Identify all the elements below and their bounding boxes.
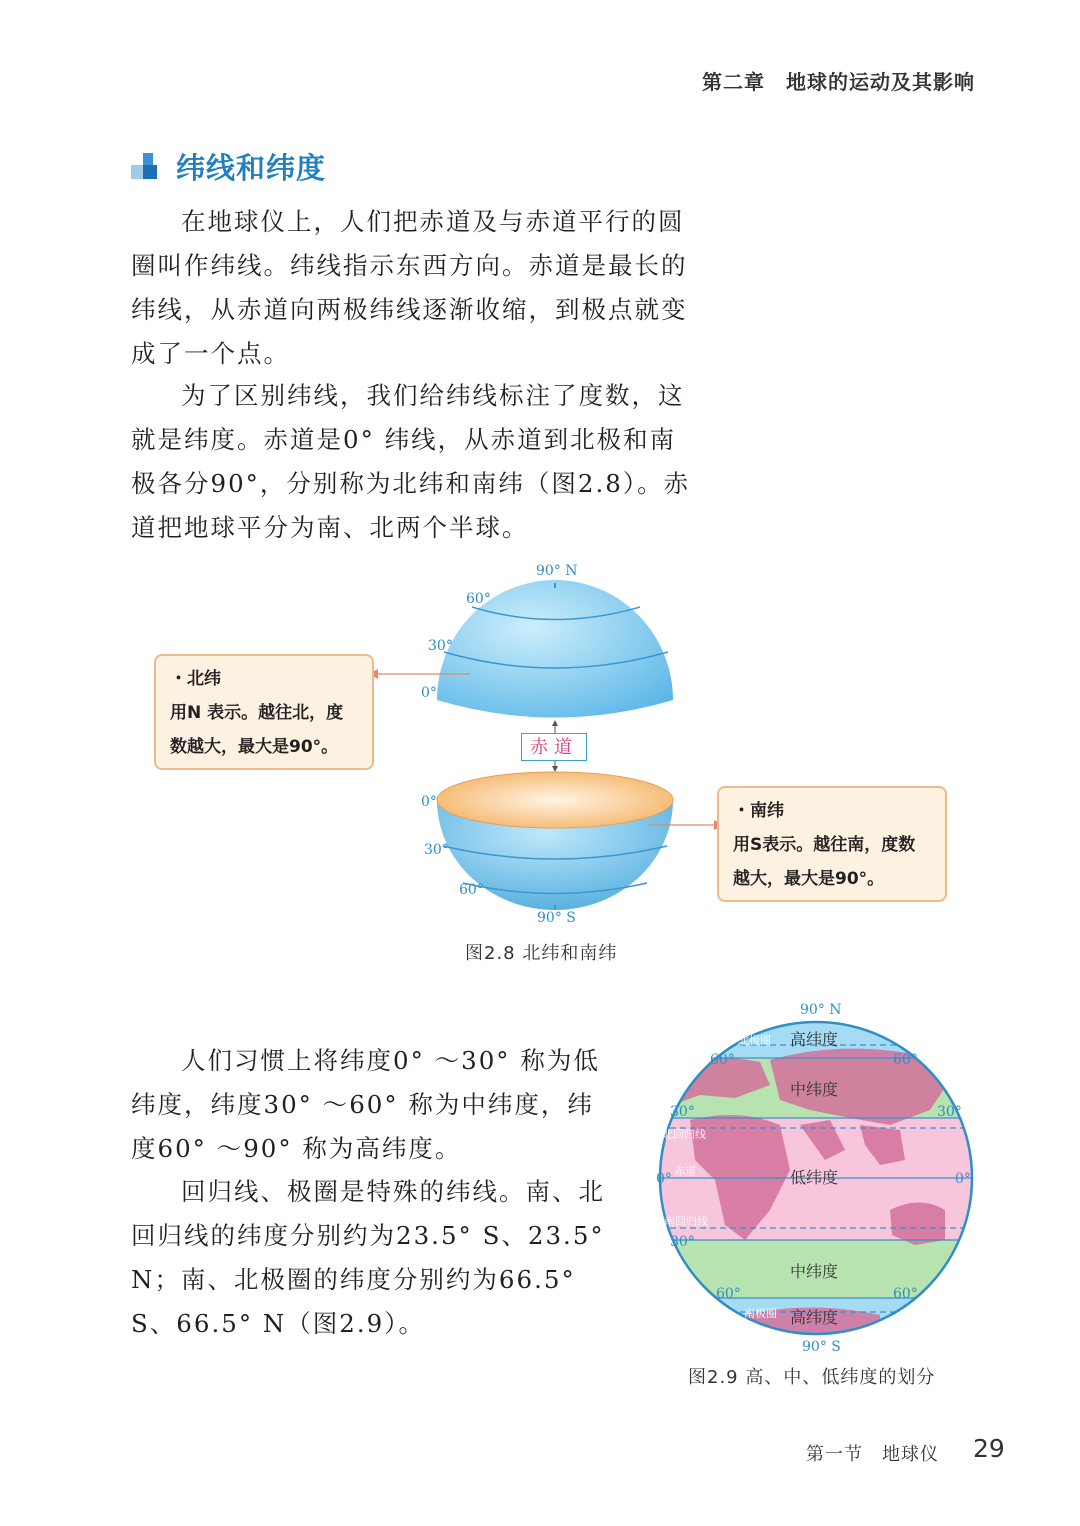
south-60-label: 60°	[459, 882, 484, 898]
label-antarctic-circle: 南极圈	[744, 1307, 777, 1320]
fig29-0-left: 0°	[656, 1171, 672, 1187]
north-30-label: 30°	[428, 638, 453, 654]
fig29-0-right: 0°	[955, 1171, 971, 1187]
south-30-label: 30°	[424, 842, 449, 858]
callout-south-line1: 用S表示。越往南，度数	[733, 835, 916, 855]
running-head: 第二章 地球的运动及其影响	[702, 70, 975, 94]
fig29-30n-left: 30°	[670, 1104, 695, 1120]
north-60-label: 60°	[466, 591, 491, 607]
fig29-30n-right: 30°	[937, 1104, 962, 1120]
fig29-60s-left: 60°	[716, 1286, 741, 1302]
label-equator: 赤道	[674, 1165, 696, 1178]
callout-north-line2: 数越大，最大是90°。	[170, 737, 339, 757]
callout-north-line1: 用N 表示。越往北，度	[170, 703, 344, 723]
label-high-south: 高纬度	[790, 1308, 839, 1327]
figure-2-9-caption: 图2.9 高、中、低纬度的划分	[688, 1367, 936, 1388]
label-low: 低纬度	[790, 1168, 839, 1187]
paragraph-latitude-degrees: 为了区别纬线，我们给纬线标注了度数，这就是纬度。赤道是0° 纬线，从赤道到北极和南极各分90°，分别称为北纬和南纬（图2.8）。赤道把地球平分为南、北两个半球。	[131, 381, 691, 542]
fig29-60n-right: 60°	[893, 1052, 918, 1068]
footer-section-name: 第一节 地球仪	[806, 1444, 939, 1465]
callout-south-title: ・南纬	[733, 801, 784, 821]
south-pole-label: 90° S	[537, 910, 576, 926]
label-mid-south: 中纬度	[790, 1262, 839, 1281]
south-0-label: 0°	[421, 794, 437, 810]
paragraph-latitude-zones: 人们习惯上将纬度0° ～30° 称为低纬度，纬度30° ～60° 称为中纬度，纬度60° ～90° 称为高纬度。	[131, 1046, 600, 1163]
label-arctic-circle: 北极圈	[738, 1034, 771, 1047]
paragraph-latitude-lines: 在地球仪上，人们把赤道及与赤道平行的圆圈叫作纬线。纬线指示东西方向。赤道是最长的纬线，从赤道向两极纬线逐渐收缩，到极点就变成了一个点。	[131, 207, 688, 368]
north-0-label: 0°	[421, 685, 437, 701]
label-mid-north: 中纬度	[790, 1080, 839, 1099]
figure-2-8-caption: 图2.8 北纬和南纬	[465, 943, 618, 964]
label-high-north: 高纬度	[790, 1030, 839, 1049]
callout-north-title: ・北纬	[170, 669, 221, 689]
equator-label: 赤道	[521, 733, 587, 761]
fig29-60s-right: 60°	[893, 1286, 918, 1302]
paragraph-special-lines: 回归线、极圈是特殊的纬线。南、北回归线的纬度分别约为23.5° S、23.5° N；南、北极圈的纬度分别约为66.5° S、66.5° N（图2.9）。	[131, 1177, 605, 1338]
callout-south-line2: 越大，最大是90°。	[733, 869, 885, 889]
north-pole-label: 90° N	[536, 563, 578, 579]
label-tropic-capricorn: 南回归线	[664, 1215, 708, 1228]
section-title: 纬线和纬度	[176, 151, 327, 185]
fig29-north-pole-label: 90° N	[800, 1002, 842, 1018]
label-tropic-cancer: 北回归线	[662, 1128, 706, 1141]
fig29-south-pole-label: 90° S	[802, 1339, 841, 1355]
fig29-30s-left: 30°	[670, 1234, 695, 1250]
page-number: 29	[973, 1434, 1005, 1463]
fig29-60n-left: 60°	[710, 1052, 735, 1068]
